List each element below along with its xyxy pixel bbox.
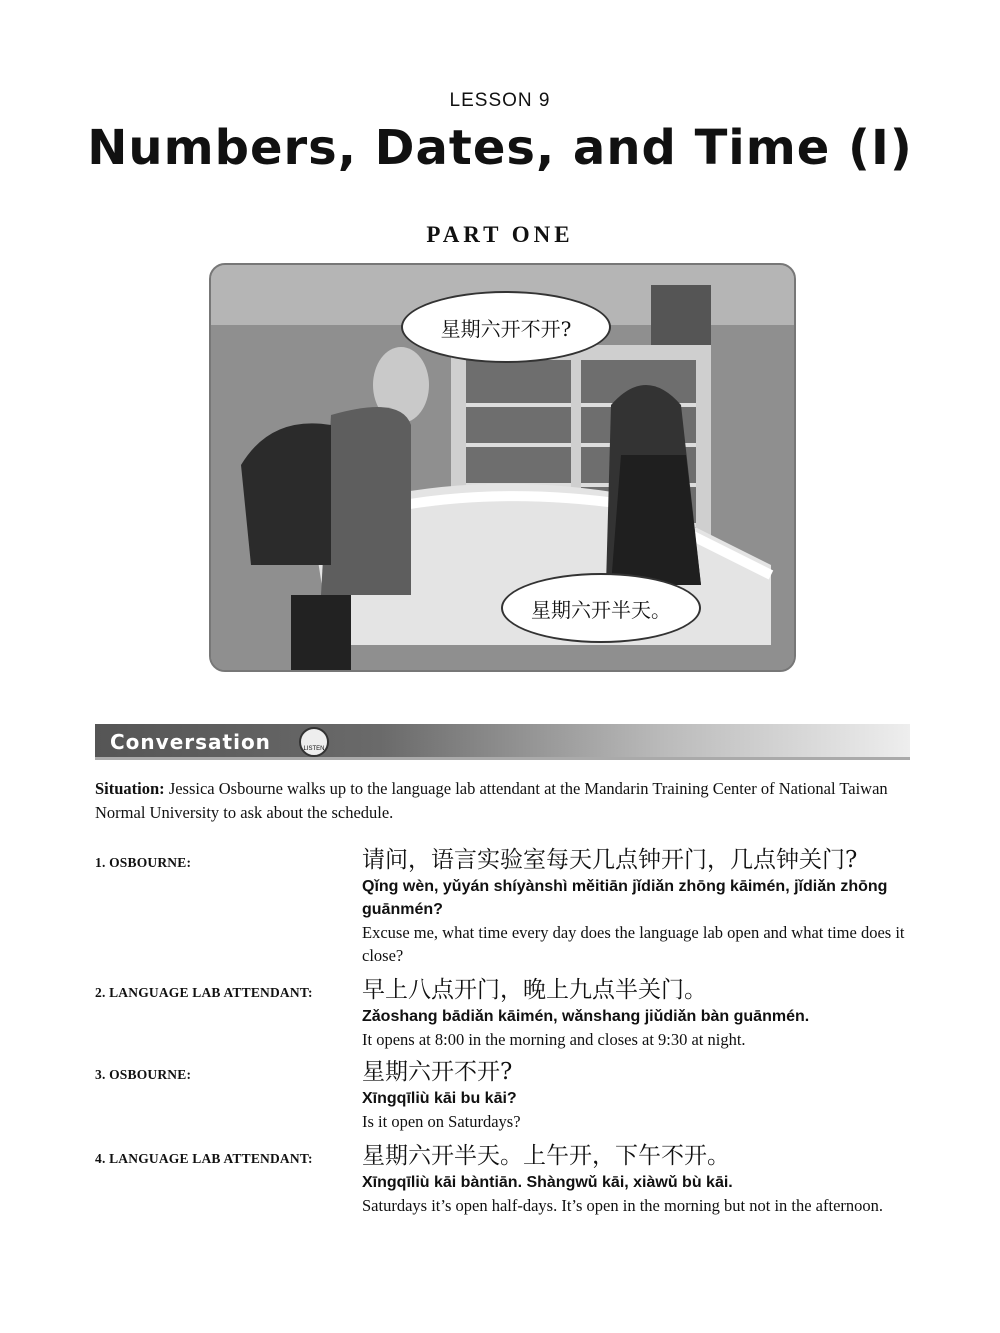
- section-title: Conversation: [110, 730, 271, 754]
- situation-paragraph: [95, 777, 925, 825]
- english-translation: Is it open on Saturdays?: [362, 1112, 521, 1131]
- speaker-label: 4. LANGUAGE LAB ATTENDANT:: [95, 1151, 313, 1166]
- pinyin-text: Xīngqīliù kāi bàntiān. Shàngwǔ kāi, xiàwǔ bù kāi.: [362, 1174, 733, 1191]
- chinese-text: 早上八点开门，晚上九点半关门。: [362, 977, 707, 1003]
- speech-bubble-answer: 星期六开半天。: [501, 573, 701, 643]
- section-header-conversation: [95, 724, 910, 760]
- pinyin-text: Zǎoshang bādiǎn kāimén, wǎnshang jiǔdiǎn bàn guānmén.: [362, 1008, 810, 1025]
- part-heading: PART ONE: [426, 222, 574, 247]
- chinese-text: 星期六开半天。上午开，下午不开。: [362, 1143, 730, 1169]
- pinyin-text: Qǐng wèn, yǔyán shíyànshì měitiān jǐdiǎn zhōng kāimén, jǐdiǎn zhōng guānmén?: [362, 878, 888, 918]
- chinese-text: 星期六开不开?: [362, 1059, 513, 1085]
- pinyin-text: Xīngqīliù kāi bu kāi?: [362, 1090, 517, 1107]
- english-translation: It opens at 8:00 in the morning and closes at 9:30 at night.: [362, 1030, 746, 1049]
- speech-bubble-question: 星期六开不开?: [401, 291, 611, 363]
- speaker-label: 3. OSBOURNE:: [95, 1067, 192, 1082]
- speaker-label: 1. OSBOURNE:: [95, 855, 192, 870]
- headphones-listen-icon[interactable]: LISTEN: [299, 727, 329, 757]
- page-title: Numbers, Dates, and Time (I): [87, 120, 913, 176]
- illustration: [209, 263, 796, 672]
- situation-label: Situation:: [95, 779, 165, 798]
- english-translation: Excuse me, what time every day does the language lab open and what time does it close?: [362, 923, 905, 965]
- chinese-text: 请问，语言实验室每天几点钟开门，几点钟关门?: [362, 847, 858, 873]
- lesson-number: LESSON 9: [449, 90, 551, 111]
- english-translation: Saturdays it’s open half-days. It’s open in the morning but not in the afternoon.: [362, 1196, 884, 1215]
- situation-text: Jessica Osbourne walks up to the language lab attendant at the Mandarin Training Center of National Taiwan Normal University to ask about the schedule.: [95, 779, 888, 822]
- speaker-label: 2. LANGUAGE LAB ATTENDANT:: [95, 985, 313, 1000]
